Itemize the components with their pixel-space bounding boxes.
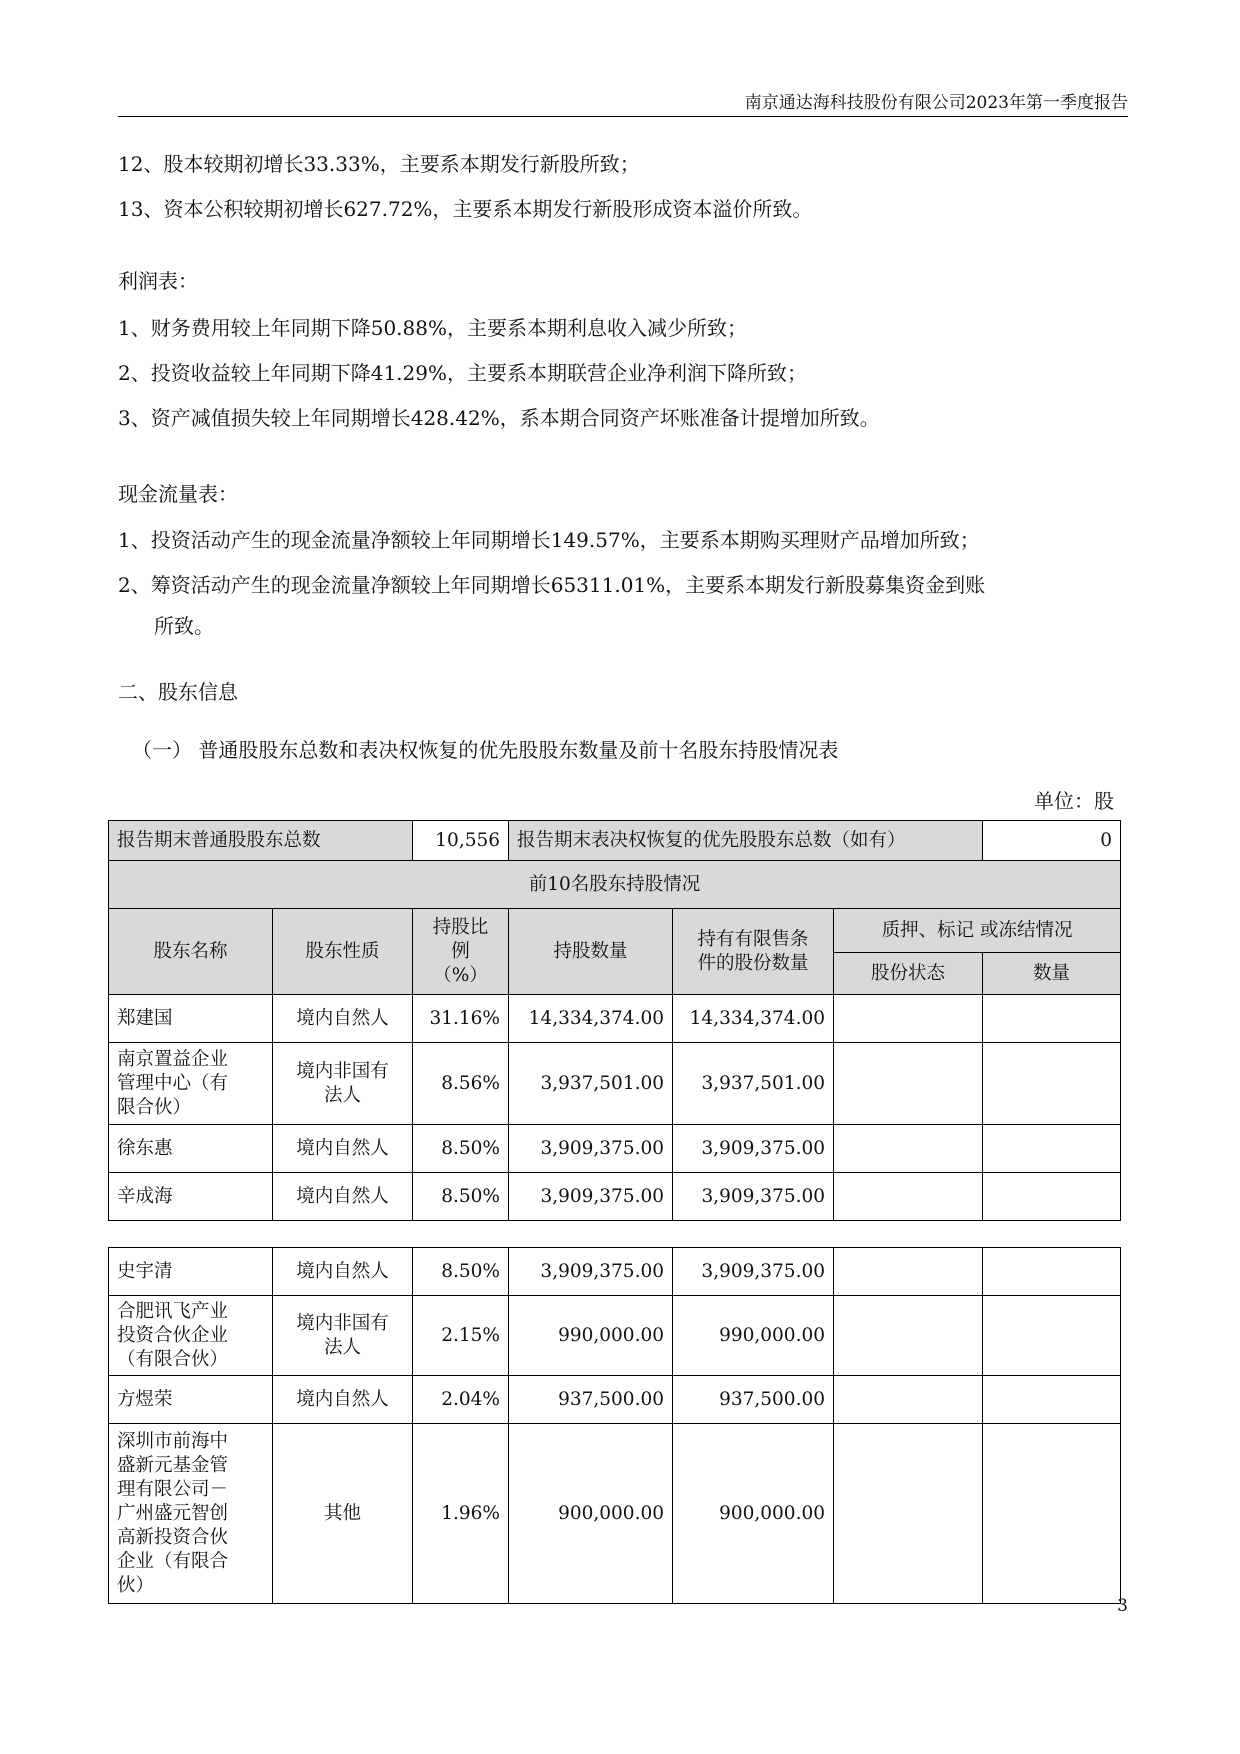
holder-name-line: 管理中心（有 [117, 1072, 229, 1094]
pledge-status [834, 1248, 983, 1296]
holder-name-line: 合肥讯飞产业 [117, 1300, 229, 1322]
balance-item: 12、股本较期初增长33.33%，主要系本期发行新股所致； [118, 152, 640, 176]
pledge-quantity [983, 1043, 1121, 1125]
holder-nature-line: 法人 [323, 1336, 361, 1358]
restricted-shares: 990,000.00 [673, 1296, 834, 1376]
holder-name [109, 1125, 273, 1173]
holder-name-line: 企业（有限合 [117, 1550, 229, 1572]
common-holders-label: 报告期末普通股股东总数 [109, 821, 413, 861]
holding-ratio: 2.04% [413, 1376, 509, 1424]
profit-item: 1、财务费用较上年同期下降50.88%，主要系本期利息收入减少所致； [118, 316, 747, 340]
page-number: 3 [1117, 1596, 1128, 1616]
table-title-row [109, 861, 1121, 909]
holder-name-line: 限合伙） [117, 1096, 192, 1118]
header-row [109, 909, 1121, 953]
holder-name-line: 辛成海 [117, 1185, 173, 1207]
holding-ratio: 8.50% [413, 1248, 509, 1296]
table-row [109, 1248, 1121, 1296]
holder-nature-line: 境内自然人 [296, 1388, 389, 1410]
holder-nature [273, 995, 413, 1043]
pledge-quantity [983, 1173, 1121, 1221]
balance-item: 13、资本公积较期初增长627.72%，主要系本期发行新股形成资本溢价所致。 [118, 197, 813, 221]
holding-ratio: 8.50% [413, 1125, 509, 1173]
shareholder-table [108, 820, 1121, 1221]
holder-name-line: 高新投资合伙 [117, 1526, 229, 1548]
pledge-status [834, 1296, 983, 1376]
pledge-status [834, 1424, 983, 1604]
section-subtitle: （一） 普通股股东总数和表决权恢复的优先股股东数量及前十名股东持股情况表 [132, 738, 839, 762]
holding-ratio: 8.50% [413, 1173, 509, 1221]
table-title: 前10名股东持股情况 [109, 861, 1121, 909]
holder-name [109, 995, 273, 1043]
pledge-status [834, 1173, 983, 1221]
profit-heading: 利润表： [118, 269, 198, 293]
pledge-quantity [983, 1376, 1121, 1424]
holder-nature [273, 1376, 413, 1424]
holder-name [109, 1173, 273, 1221]
restricted-shares: 3,909,375.00 [673, 1173, 834, 1221]
restricted-header-line: 件的股份数量 [697, 952, 809, 974]
table-row [109, 1424, 1121, 1604]
ratio-header-line: 例 [451, 940, 470, 962]
restricted-shares: 3,937,501.00 [673, 1043, 834, 1125]
ratio-header-line: 持股比 [432, 916, 489, 938]
shares-held: 3,909,375.00 [509, 1248, 673, 1296]
shares-held: 937,500.00 [509, 1376, 673, 1424]
holder-nature-line: 境内非国有 [296, 1060, 389, 1082]
holder-nature-line: 境内自然人 [296, 1007, 389, 1029]
col-header-ratio [413, 909, 509, 995]
cashflow-item: 1、投资活动产生的现金流量净额较上年同期增长149.57%，主要系本期购买理财产品增加所致； [118, 528, 980, 552]
shareholder-table-continued [108, 1247, 1121, 1604]
preferred-holders-value: 0 [983, 821, 1121, 861]
holder-name [109, 1248, 273, 1296]
holder-nature-line: 境内自然人 [296, 1260, 389, 1282]
holding-ratio: 8.56% [413, 1043, 509, 1125]
pledge-status [834, 1376, 983, 1424]
section-title: 二、股东信息 [118, 680, 238, 704]
cashflow-item: 2、筹资活动产生的现金流量净额较上年同期增长65311.01%，主要系本期发行新股募集资金到账 [118, 573, 986, 597]
holder-name-line: 深圳市前海中 [117, 1430, 229, 1452]
col-header-status: 股份状态 [834, 953, 983, 995]
restricted-shares: 14,334,374.00 [673, 995, 834, 1043]
col-header-nature: 股东性质 [273, 909, 413, 995]
restricted-shares: 3,909,375.00 [673, 1125, 834, 1173]
restricted-header-line: 持有有限售条 [697, 928, 809, 950]
holder-name-line: 广州盛元智创 [117, 1502, 229, 1524]
cashflow-item-continued: 所致。 [154, 614, 214, 638]
holder-nature [273, 1248, 413, 1296]
restricted-shares: 937,500.00 [673, 1376, 834, 1424]
holder-name-line: 史宇清 [117, 1260, 173, 1282]
table-row [109, 1043, 1121, 1125]
holder-name-line: 盛新元基金管 [117, 1454, 229, 1476]
summary-row [109, 821, 1121, 861]
holding-ratio: 2.15% [413, 1296, 509, 1376]
holder-name-line: 伙） [117, 1574, 155, 1596]
preferred-holders-label: 报告期末表决权恢复的优先股股东总数（如有） [509, 821, 983, 861]
col-header-qty: 数量 [983, 953, 1121, 995]
holder-name-line: （有限合伙） [117, 1348, 229, 1370]
holder-name [109, 1376, 273, 1424]
holder-nature [273, 1043, 413, 1125]
table-body-part2 [109, 1248, 1121, 1604]
holding-ratio: 31.16% [413, 995, 509, 1043]
pledge-status [834, 1125, 983, 1173]
pledge-quantity [983, 1296, 1121, 1376]
holder-name-line: 徐东惠 [117, 1137, 173, 1159]
table-row [109, 1125, 1121, 1173]
holder-name-line: 方煜荣 [117, 1388, 173, 1410]
pledge-quantity [983, 1125, 1121, 1173]
shares-held: 3,909,375.00 [509, 1173, 673, 1221]
unit-label: 单位：股 [1034, 789, 1114, 813]
holder-name-line: 理有限公司－ [117, 1478, 229, 1500]
header-title: 南京通达海科技股份有限公司2023年第一季度报告 [744, 93, 1128, 113]
col-header-restricted [673, 909, 834, 995]
profit-item: 2、投资收益较上年同期下降41.29%，主要系本期联营企业净利润下降所致； [118, 361, 807, 385]
holder-nature-line: 其他 [323, 1502, 361, 1524]
profit-item: 3、资产减值损失较上年同期增长428.42%，系本期合同资产坏账准备计提增加所致。 [118, 406, 880, 430]
pledge-status [834, 1043, 983, 1125]
shares-held: 3,909,375.00 [509, 1125, 673, 1173]
col-header-pledge: 质押、标记 或冻结情况 [834, 909, 1121, 953]
holder-nature-line: 境内自然人 [296, 1137, 389, 1159]
pledge-quantity [983, 995, 1121, 1043]
col-header-shares: 持股数量 [509, 909, 673, 995]
cashflow-heading: 现金流量表： [118, 482, 238, 506]
ratio-header-line: （%） [433, 964, 488, 986]
holder-name-line: 投资合伙企业 [117, 1324, 229, 1346]
table-row [109, 995, 1121, 1043]
holder-nature [273, 1424, 413, 1604]
pledge-quantity [983, 1424, 1121, 1604]
holder-nature-line: 法人 [324, 1084, 362, 1106]
holder-nature-line: 境内非国有 [296, 1312, 389, 1334]
holder-nature [273, 1173, 413, 1221]
holder-name [109, 1296, 273, 1376]
restricted-shares: 900,000.00 [673, 1424, 834, 1604]
col-header-name: 股东名称 [109, 909, 273, 995]
holder-nature [273, 1125, 413, 1173]
pledge-quantity [983, 1248, 1121, 1296]
shares-held: 990,000.00 [509, 1296, 673, 1376]
holder-name-line: 南京置益企业 [117, 1048, 229, 1070]
shares-held: 14,334,374.00 [509, 995, 673, 1043]
table-row [109, 1376, 1121, 1424]
holder-nature-line: 境内自然人 [296, 1185, 389, 1207]
holding-ratio: 1.96% [413, 1424, 509, 1604]
table-body-part1 [109, 995, 1121, 1221]
holder-name [109, 1424, 273, 1604]
common-holders-value: 10,556 [413, 821, 509, 861]
shares-held: 3,937,501.00 [509, 1043, 673, 1125]
pledge-status [834, 995, 983, 1043]
holder-name-line: 郑建国 [117, 1007, 173, 1029]
table-row [109, 1296, 1121, 1376]
table-row [109, 1173, 1121, 1221]
shares-held: 900,000.00 [509, 1424, 673, 1604]
restricted-shares: 3,909,375.00 [673, 1248, 834, 1296]
holder-name [109, 1043, 273, 1125]
holder-nature [273, 1296, 413, 1376]
page-header [118, 88, 1128, 117]
